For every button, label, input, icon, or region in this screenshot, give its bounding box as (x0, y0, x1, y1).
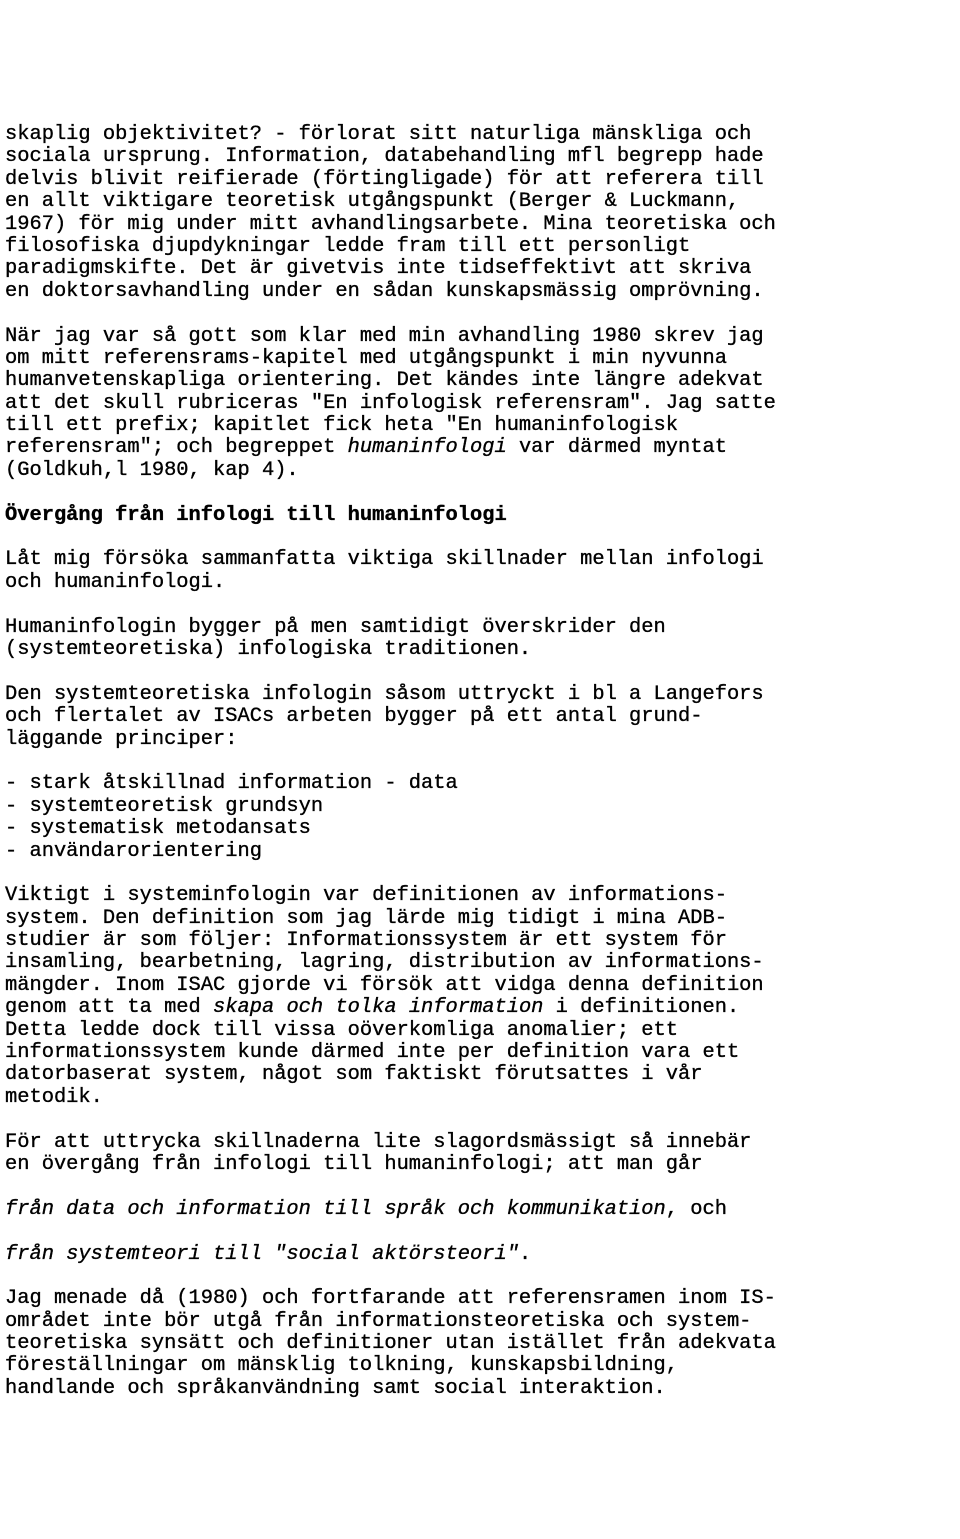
text-line (5, 796, 955, 818)
document-page (5, 124, 955, 1400)
text-line (5, 617, 955, 639)
text-line (5, 930, 955, 952)
text-segment: Jag menade då (1980) och fortfarande att referensramen inom IS- (5, 1287, 776, 1311)
text-line (5, 281, 955, 303)
text-segment: - användarorientering (5, 839, 262, 863)
text-segment: att det skull rubriceras "En infologisk referensram". Jag satte (5, 391, 776, 415)
text-segment: system. Den definition som jag lärde mig tidigt i mina ADB- (5, 906, 727, 930)
text-segment: För att uttrycka skillnaderna lite slagordsmässigt så innebär (5, 1130, 752, 1154)
italic-text: från systemteori till "social aktörsteori" (5, 1242, 519, 1266)
text-line (5, 684, 955, 706)
text-line (5, 639, 955, 661)
text-segment: Humaninfologin bygger på men samtidigt överskrider den (5, 615, 666, 639)
text-line (5, 236, 955, 258)
text-segment: en övergång från infologi till humaninfologi; att man går (5, 1152, 703, 1176)
text-line (5, 460, 955, 482)
text-segment: datorbaserat system, något som faktiskt förutsattes i vår (5, 1063, 703, 1087)
text-segment: - stark åtskillnad information - data (5, 772, 458, 796)
text-segment: skaplig objektivitet? - förlorat sitt naturliga mänskliga och (5, 123, 752, 146)
text-segment: informationssystem kunde därmed inte per definition vara ett (5, 1041, 740, 1065)
text-segment: Låt mig försöka sammanfatta viktiga skillnader mellan infologi (5, 548, 764, 572)
text-line (5, 952, 955, 974)
text-segment: filosofiska djupdykningar ledde fram till ett personligt (5, 234, 691, 258)
text-line (5, 1042, 955, 1064)
text-line (5, 415, 955, 437)
text-segment: till ett prefix; kapitlet fick heta "En humaninfologisk (5, 414, 679, 438)
paragraph-gap (5, 1266, 955, 1288)
text-line (5, 1244, 955, 1266)
text-line (5, 1132, 955, 1154)
text-line (5, 169, 955, 191)
paragraph-gap (5, 863, 955, 885)
paragraph-gap (5, 1176, 955, 1198)
text-line (5, 1064, 955, 1086)
text-segment: - systematisk metodansats (5, 817, 311, 841)
paragraph-gap (5, 661, 955, 683)
text-line (5, 729, 955, 751)
text-line (5, 348, 955, 370)
text-segment: När jag var så gott som klar med min avhandling 1980 skrev jag (5, 324, 764, 348)
text-line (5, 393, 955, 415)
italic-text: från data och information till språk och kommunikation (5, 1197, 666, 1221)
paragraph-gap (5, 751, 955, 773)
paragraph-definition (5, 885, 955, 1109)
text-line (5, 549, 955, 571)
text-segment: i definitionen. (543, 996, 740, 1020)
text-segment: läggande principer: (5, 727, 238, 751)
text-line (5, 1199, 955, 1221)
text-segment: paradigmskifte. Det är givetvis inte tidseffektivt att skriva (5, 257, 752, 281)
text-line (5, 505, 955, 527)
text-line (5, 1333, 955, 1355)
text-line (5, 258, 955, 280)
paragraph-gap (5, 1109, 955, 1131)
text-segment: Övergång från infologi till humaninfologi (5, 503, 507, 527)
text-line (5, 572, 955, 594)
text-segment: sociala ursprung. Information, databehandling mfl begrepp hade (5, 145, 764, 169)
text-line (5, 437, 955, 459)
text-segment: var därmed myntat (506, 436, 727, 460)
text-line (5, 1087, 955, 1109)
text-segment: 1967) för mig under mitt avhandlingsarbete. Mina teoretiska och (5, 212, 776, 236)
principles-list (5, 773, 955, 863)
text-segment: en doktorsavhandling under en sådan kunskapsmässig omprövning. (5, 279, 764, 303)
text-segment: föreställningar om mänsklig tolkning, kunskapsbildning, (5, 1354, 679, 1378)
paragraph-conclusion (5, 1288, 955, 1400)
text-segment: en allt viktigare teoretisk utgångspunkt (Berger & Luckmann, (5, 190, 740, 214)
text-segment: delvis blivit reifierade (förtingligade) för att referera till (5, 167, 764, 191)
text-line (5, 1378, 955, 1400)
text-line (5, 841, 955, 863)
text-line (5, 124, 955, 146)
text-line (5, 818, 955, 840)
text-line (5, 908, 955, 930)
text-segment: (Goldkuh,l 1980, kap 4). (5, 458, 299, 482)
italic-text: humaninfologi (347, 436, 507, 460)
text-line (5, 370, 955, 392)
text-line (5, 706, 955, 728)
paragraph-slogan (5, 1132, 955, 1177)
text-line (5, 885, 955, 907)
text-line (5, 326, 955, 348)
text-segment: om mitt referensrams-kapitel med utgångspunkt i min nyvunna (5, 346, 727, 370)
section-heading (5, 505, 955, 527)
paragraph-gap (5, 482, 955, 504)
text-segment: insamling, bearbetning, lagring, distribution av informations- (5, 951, 764, 975)
text-segment: (systemteoretiska) infologiska traditionen. (5, 637, 532, 661)
text-line (5, 1355, 955, 1377)
paragraph-gap (5, 594, 955, 616)
text-segment: teoretiska synsätt och definitioner utan istället från adekvata (5, 1332, 776, 1356)
text-segment: genom att ta med (5, 996, 214, 1020)
text-segment: - systemteoretisk grundsyn (5, 794, 324, 818)
paragraph-summary (5, 549, 955, 594)
text-segment: Viktigt i systeminfologin var definitionen av informations- (5, 884, 727, 908)
paragraph-builds-on (5, 617, 955, 662)
text-segment: Den systemteoretiska infologin såsom uttryckt i bl a Langefors (5, 682, 764, 706)
text-segment: mängder. Inom ISAC gjorde vi försök att vidga denna definition (5, 973, 764, 997)
paragraph-intro (5, 124, 955, 303)
italic-text: skapa och tolka information (213, 996, 544, 1020)
text-line (5, 997, 955, 1019)
text-line (5, 1288, 955, 1310)
text-segment: Detta ledde dock till vissa oöverkomliga anomalier; ett (5, 1018, 679, 1042)
paragraph-gap (5, 1221, 955, 1243)
text-line (5, 1311, 955, 1333)
text-segment: och humaninfologi. (5, 570, 226, 594)
slogan-line-2 (5, 1244, 955, 1266)
paragraph-principles (5, 684, 955, 751)
text-line (5, 191, 955, 213)
text-segment: handlande och språkanvändning samt social interaktion. (5, 1376, 666, 1400)
text-line (5, 146, 955, 168)
text-segment: humanvetenskapliga orientering. Det kändes inte längre adekvat (5, 369, 764, 393)
text-line (5, 214, 955, 236)
slogan-line-1 (5, 1199, 955, 1221)
paragraph-gap (5, 527, 955, 549)
text-line (5, 975, 955, 997)
text-line (5, 1154, 955, 1176)
paragraph-1980 (5, 326, 955, 483)
text-segment: referensram"; och begreppet (5, 436, 348, 460)
text-line (5, 1020, 955, 1042)
text-segment: studier är som följer: Informationssystem är ett system för (5, 929, 727, 953)
paragraph-gap (5, 303, 955, 325)
text-line (5, 773, 955, 795)
text-segment: , och (665, 1197, 727, 1221)
text-segment: och flertalet av ISACs arbeten bygger på ett antal grund- (5, 705, 703, 729)
text-segment: metodik. (5, 1085, 103, 1109)
text-segment: området inte bör utgå från informationsteoretiska och system- (5, 1309, 752, 1333)
text-segment: . (518, 1242, 532, 1266)
